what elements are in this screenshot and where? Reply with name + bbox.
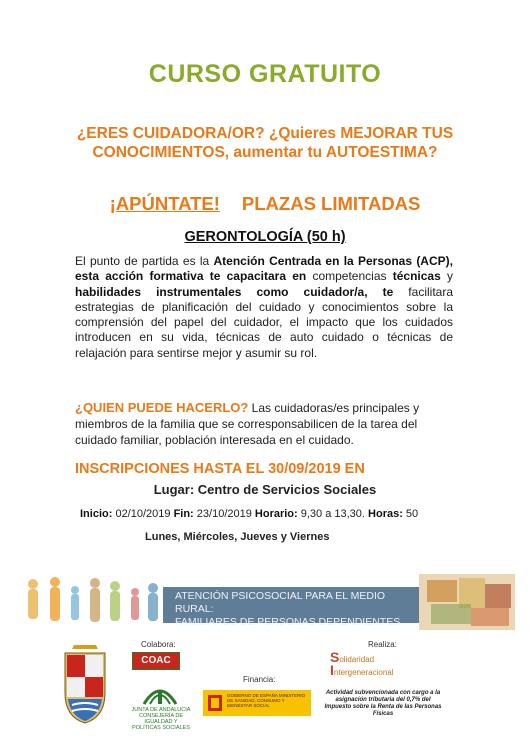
desc-bold-1: Atención Centrada en la Personas (ACP), esta acción formativa te capacitara en bbox=[75, 254, 453, 284]
fin-label: Fin: bbox=[173, 508, 194, 520]
coac-logo: COAC bbox=[132, 652, 180, 670]
gobierno-espana-logo bbox=[203, 690, 311, 716]
colabora-label: Colabora: bbox=[141, 640, 176, 649]
horario-label: Horario: bbox=[254, 508, 298, 520]
course-name: GERONTOLOGÍA (50 h) bbox=[184, 229, 346, 245]
desc-text-1: El punto de partida es la bbox=[75, 254, 214, 268]
apuntate-text: ¡APÚNTATE! bbox=[109, 193, 220, 214]
municipal-coat-of-arms-icon bbox=[60, 645, 110, 725]
desc-bold-3: habilidades instrumentales como cuidador/a, te bbox=[75, 284, 394, 299]
junta-andalucia-text bbox=[131, 707, 191, 731]
desc-text-2: competencias bbox=[306, 269, 393, 284]
realiza-label: Realiza: bbox=[368, 640, 397, 649]
abstract-painting-image bbox=[419, 574, 515, 630]
spain-coat-of-arms-icon bbox=[206, 692, 224, 714]
funding-note: Actividad subvencionada con cargo a la asignación tributaria del 0,7% del Impuesto sobre la Renta de las Personas Físicas bbox=[324, 690, 442, 717]
who-question: ¿QUIEN PUEDE HACERLO? bbox=[75, 400, 249, 415]
desc-bold-2: técnicas bbox=[392, 269, 441, 284]
desc-text-4: facilitara estrategias de planificación del cuidado y conocimientos sobre la comprensión del papel del cuidador, el impacto que los cuidados introducen en su vida, técnicas de auto cuidado o técnicas de relajación para sentirse mejor y asumir su rol. bbox=[75, 284, 453, 360]
junta-subtitle: CONSEJERÍA DE IGUALDAD Y POLÍTICAS SOCIALES bbox=[132, 713, 190, 731]
cta-line bbox=[0, 193, 530, 215]
who-answer: Las cuidadoras/es principales y miembros de la familia que se corresponsabilicen de la tarea del cuidado familiar, población interesada en el cuidado. bbox=[75, 401, 420, 447]
course-title: CURSO GRATUITO bbox=[148, 60, 382, 88]
program-title-line2: FAMILIARES DE PERSONAS DEPENDIENTES bbox=[175, 616, 401, 628]
horario-value: 9,30 a 13,30. bbox=[297, 508, 369, 520]
gobierno-text: GOBIERNO DE ESPAÑA MINISTERIO DE SANIDAD, CONSUMO Y BIENESTAR SOCIAL bbox=[227, 693, 306, 708]
description-paragraph bbox=[75, 254, 453, 361]
plazas-text: PLAZAS LIMITADAS bbox=[241, 193, 421, 214]
solidaridad-word: olidaridad bbox=[339, 655, 375, 664]
horas-value: 50 bbox=[402, 508, 419, 520]
family-silhouettes-illustration bbox=[15, 574, 165, 630]
inicio-label: Inicio: bbox=[80, 508, 113, 520]
desc-text-3: y bbox=[440, 269, 453, 284]
financia-label: Financia: bbox=[243, 675, 276, 684]
horas-label: Horas: bbox=[368, 508, 403, 520]
junta-andalucia-logo-icon bbox=[140, 682, 180, 706]
schedule-line bbox=[80, 508, 480, 520]
program-banner bbox=[15, 574, 515, 630]
inscripciones-deadline: INSCRIPCIONES HASTA EL 30/09/2019 EN bbox=[75, 461, 365, 477]
inicio-value: 02/10/2019 bbox=[112, 508, 174, 520]
location: Lugar: Centro de Servicios Sociales bbox=[153, 482, 377, 497]
junta-name: JUNTA DE ANDALUCIA bbox=[131, 707, 191, 713]
intro-question: ¿ERES CUIDADORA/OR? ¿Quieres MEJORAR TUS CONOCIMIENTOS, aumentar tu AUTOESTIMA? bbox=[76, 125, 454, 161]
who-paragraph bbox=[75, 400, 455, 448]
course-days: Lunes, Miércoles, Jueves y Viernes bbox=[145, 531, 330, 543]
fin-value: 23/10/2019 bbox=[193, 508, 255, 520]
program-title-box bbox=[163, 587, 425, 628]
program-title-line1: ATENCIÓN PSICOSOCIAL PARA EL MEDIO RURAL: bbox=[175, 590, 386, 615]
solidaridad-intergeneracional-logo: Solidaridad Intergeneracional bbox=[330, 649, 394, 678]
intergeneracional-word: ntergeneracional bbox=[333, 668, 394, 677]
